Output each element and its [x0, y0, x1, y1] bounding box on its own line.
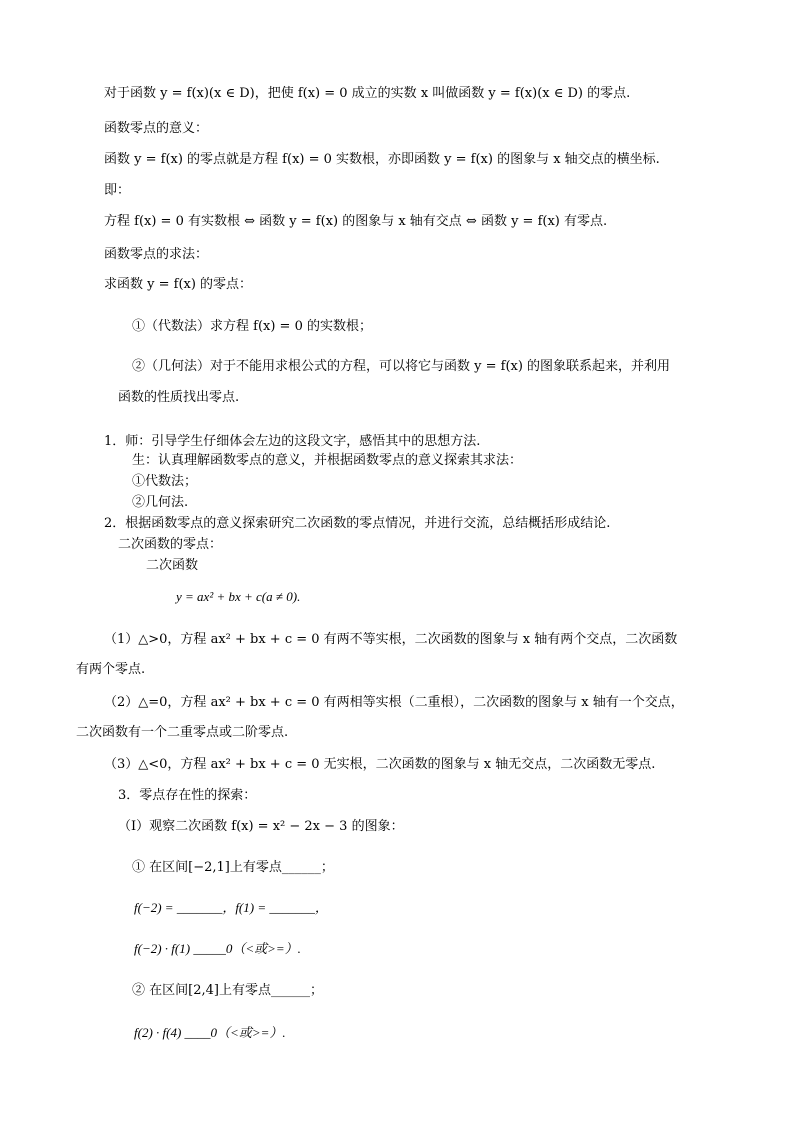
method-algebraic: ①（代数法）求方程 f(x) = 0 的实数根； — [132, 319, 372, 334]
case-2: （2）△=0，方程 ax² + bx + c = 0 有两相等实根（二重根），二次函数的图象与 x 轴有一个交点， — [104, 695, 684, 710]
item-3: 3．零点存在性的探索： — [118, 788, 257, 803]
text-quadratic-function: 二次函数 — [146, 558, 199, 573]
heading-zero-meaning: 函数零点的意义： — [104, 121, 209, 136]
method-geometric-cont: 函数的性质找出零点. — [118, 390, 240, 405]
item-1-student: 生：认真理解函数零点的意义，并根据函数零点的意义探索其求法： — [132, 453, 523, 468]
item-1-teacher: 1．师：引导学生仔细体会左边的这段文字，感悟其中的思想方法. — [104, 434, 481, 449]
question-values: f(−2) = _______，f(1) = _______， — [134, 900, 328, 915]
item-2: 2．根据函数零点的意义探索研究二次函数的零点情况，并进行交流，总结概括形成结论. — [104, 516, 611, 531]
text-namely: 即： — [104, 183, 131, 198]
question-interval-1: ① 在区间[−2,1]上有零点______； — [132, 860, 334, 875]
case-1-cont: 有两个零点. — [76, 662, 146, 677]
paragraph-equivalence: 方程 f(x) = 0 有实数根 ⇔ 函数 y = f(x) 的图象与 x 轴有交点 ⇔ 函数 y = f(x) 有零点. — [104, 214, 608, 229]
formula-quadratic: y = ax² + bx + c(a ≠ 0). — [176, 589, 301, 604]
paragraph-zero-definition: 对于函数 y = f(x)(x ∈ D)，把使 f(x) = 0 成立的实数 x 叫做函数 y = f(x)(x ∈ D) 的零点. — [104, 86, 631, 101]
observe-quadratic: （Ⅰ）观察二次函数 f(x) = x² − 2x − 3 的图象： — [118, 819, 404, 834]
text-find-zero: 求函数 y = f(x) 的零点： — [104, 277, 253, 292]
case-3: （3）△<0，方程 ax² + bx + c = 0 无实根，二次函数的图象与 x 轴无交点，二次函数无零点. — [104, 757, 656, 772]
paragraph-zero-meaning: 函数 y = f(x) 的零点就是方程 f(x) = 0 实数根，亦即函数 y = f(x) 的图象与 x 轴交点的横坐标. — [104, 152, 660, 167]
heading-zero-method: 函数零点的求法： — [104, 247, 209, 262]
case-1: （1）△>0，方程 ax² + bx + c = 0 有两不等实根，二次函数的图象与 x 轴有两个交点，二次函数 — [104, 632, 678, 647]
question-product-2: f(2) · f(4) ____0（<或>=）. — [134, 1025, 286, 1040]
item-1-algebraic: ①代数法； — [132, 474, 198, 489]
question-product-1: f(−2) · f(1) _____0（<或>=）. — [134, 941, 301, 956]
item-1-geometric: ②几何法. — [132, 495, 189, 510]
method-geometric: ②（几何法）对于不能用求根公式的方程，可以将它与函数 y = f(x) 的图象联系起来，并利用 — [132, 359, 671, 374]
case-2-cont: 二次函数有一个二重零点或二阶零点. — [76, 725, 289, 740]
question-interval-2: ② 在区间[2,4]上有零点______； — [132, 983, 323, 998]
heading-quadratic-zero: 二次函数的零点： — [118, 537, 223, 552]
